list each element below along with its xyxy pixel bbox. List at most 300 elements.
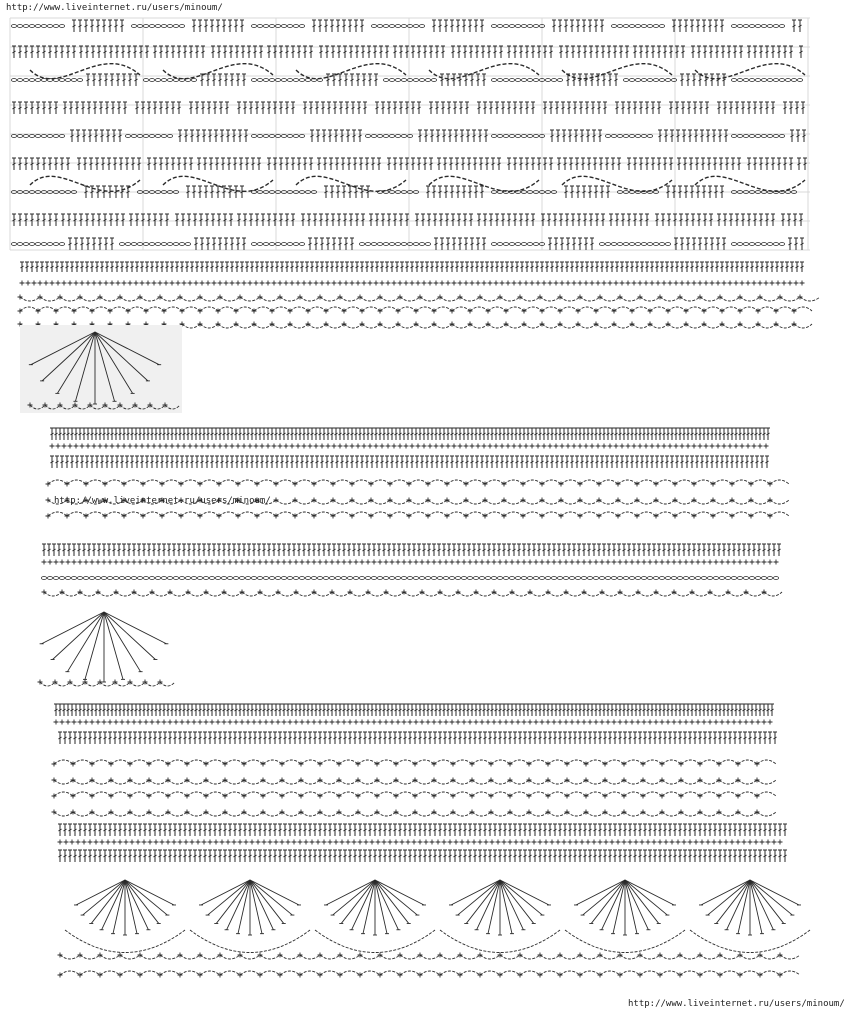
chain-arch bbox=[290, 324, 308, 328]
single-crochet-symbol bbox=[696, 720, 701, 725]
chain-stitch-symbol bbox=[779, 25, 784, 28]
chain-arch bbox=[254, 307, 272, 311]
single-crochet-symbol bbox=[560, 281, 565, 286]
single-crochet-symbol bbox=[686, 281, 691, 286]
single-crochet-symbol bbox=[290, 444, 295, 449]
single-crochet-symbol bbox=[542, 281, 547, 286]
single-crochet-symbol bbox=[372, 720, 377, 725]
chain-arch bbox=[614, 307, 632, 311]
chain-stitch-symbol bbox=[311, 577, 316, 580]
chain-arch bbox=[263, 760, 282, 764]
single-crochet-symbol bbox=[166, 840, 171, 845]
chain-stitch-symbol bbox=[263, 577, 268, 580]
single-crochet-symbol bbox=[84, 720, 89, 725]
chain-stitch-symbol bbox=[485, 577, 490, 580]
single-crochet-symbol bbox=[678, 560, 683, 565]
chain-arch bbox=[225, 760, 244, 764]
single-crochet-symbol bbox=[394, 840, 399, 845]
chain-arch bbox=[757, 780, 776, 784]
chain-arch bbox=[240, 955, 260, 959]
top-section-pattern bbox=[11, 20, 820, 328]
single-crochet-symbol bbox=[586, 840, 591, 845]
chain-stitch-symbol bbox=[419, 577, 424, 580]
chain-arch bbox=[377, 780, 396, 784]
chain-arch bbox=[80, 971, 100, 975]
single-crochet-symbol bbox=[674, 444, 679, 449]
chain-stitch-symbol bbox=[377, 577, 382, 580]
single-crochet-symbol bbox=[180, 720, 185, 725]
fan-spoke bbox=[104, 612, 155, 660]
single-crochet-symbol bbox=[582, 560, 587, 565]
chain-stitch-symbol bbox=[17, 135, 22, 138]
chain-arch bbox=[238, 480, 257, 484]
single-crochet-symbol bbox=[482, 444, 487, 449]
single-crochet-symbol bbox=[412, 840, 417, 845]
single-crochet-symbol bbox=[100, 840, 105, 845]
chain-arch bbox=[751, 512, 770, 516]
chain-arch bbox=[599, 480, 618, 484]
single-crochet-symbol bbox=[212, 444, 217, 449]
chain-arch bbox=[675, 512, 694, 516]
chain-arch bbox=[244, 792, 263, 796]
single-crochet-symbol bbox=[474, 560, 479, 565]
chain-stitch-symbol bbox=[611, 577, 616, 580]
chain-stitch-symbol bbox=[431, 577, 436, 580]
single-crochet-symbol bbox=[96, 560, 101, 565]
single-crochet-symbol bbox=[642, 720, 647, 725]
chain-arch bbox=[704, 324, 722, 328]
chain-arch bbox=[650, 307, 668, 311]
chain-arch bbox=[656, 500, 675, 504]
chain-arch bbox=[662, 812, 681, 816]
chain-arch bbox=[504, 480, 523, 484]
chain-arch bbox=[380, 324, 398, 328]
single-crochet-symbol bbox=[210, 720, 215, 725]
single-crochet-symbol bbox=[270, 560, 275, 565]
single-crochet-symbol bbox=[150, 720, 155, 725]
chain-stitch-symbol bbox=[755, 243, 760, 246]
chain-arch bbox=[140, 297, 160, 301]
single-crochet-symbol bbox=[794, 281, 799, 286]
single-crochet-symbol bbox=[698, 281, 703, 286]
chain-arch bbox=[111, 760, 130, 764]
chain-arch bbox=[500, 955, 520, 959]
chain-arch bbox=[301, 812, 320, 816]
chain-arch bbox=[333, 500, 352, 504]
single-crochet-symbol bbox=[72, 560, 77, 565]
chain-arch bbox=[650, 324, 668, 328]
chain-arch bbox=[680, 297, 700, 301]
chain-arch bbox=[280, 297, 300, 301]
single-crochet-symbol bbox=[654, 560, 659, 565]
single-crochet-symbol bbox=[594, 560, 599, 565]
single-crochet-symbol bbox=[106, 840, 111, 845]
single-crochet-symbol bbox=[542, 444, 547, 449]
single-crochet-symbol bbox=[498, 560, 503, 565]
single-crochet-symbol bbox=[50, 444, 55, 449]
chain-arch bbox=[760, 955, 780, 959]
chain-stitch-symbol bbox=[623, 243, 628, 246]
chain-stitch-symbol bbox=[305, 79, 310, 82]
chain-arch bbox=[618, 480, 637, 484]
single-crochet-symbol bbox=[684, 560, 689, 565]
chain-arch bbox=[244, 812, 263, 816]
single-crochet-symbol bbox=[558, 720, 563, 725]
chain-arch bbox=[440, 971, 460, 975]
chain-stitch-symbol bbox=[761, 25, 766, 28]
single-crochet-symbol bbox=[414, 720, 419, 725]
single-crochet-symbol bbox=[320, 281, 325, 286]
single-crochet-symbol bbox=[56, 281, 61, 286]
single-crochet-symbol bbox=[482, 281, 487, 286]
single-crochet-symbol bbox=[480, 720, 485, 725]
chain-arch bbox=[472, 780, 491, 784]
single-crochet-symbol bbox=[460, 840, 465, 845]
chain-stitch-symbol bbox=[437, 577, 442, 580]
lower-section-pattern bbox=[52, 704, 788, 862]
chain-stitch-symbol bbox=[359, 243, 364, 246]
chain-arch bbox=[344, 324, 362, 328]
single-crochet-symbol bbox=[452, 281, 457, 286]
single-crochet-symbol bbox=[386, 444, 391, 449]
single-crochet-symbol bbox=[468, 560, 473, 565]
single-crochet-symbol bbox=[596, 281, 601, 286]
chain-arch bbox=[668, 324, 686, 328]
chain-arch bbox=[182, 307, 200, 311]
single-crochet-symbol bbox=[112, 840, 117, 845]
chain-stitch-symbol bbox=[161, 243, 166, 246]
chain-stitch-symbol bbox=[101, 577, 106, 580]
chain-arch bbox=[206, 780, 225, 784]
chain-arch bbox=[428, 512, 447, 516]
chain-arch bbox=[662, 792, 681, 796]
single-crochet-symbol bbox=[92, 281, 97, 286]
chain-stitch-symbol bbox=[659, 243, 664, 246]
chain-stitch-symbol bbox=[491, 25, 496, 28]
single-crochet-symbol bbox=[222, 560, 227, 565]
single-crochet-symbol bbox=[564, 560, 569, 565]
chain-stitch-symbol bbox=[641, 577, 646, 580]
chain-arch bbox=[738, 780, 757, 784]
chain-stitch-symbol bbox=[383, 577, 388, 580]
chain-arch bbox=[728, 592, 746, 596]
chain-stitch-symbol bbox=[545, 577, 550, 580]
chain-arch bbox=[38, 307, 56, 311]
single-crochet-symbol bbox=[110, 444, 115, 449]
single-crochet-symbol bbox=[580, 840, 585, 845]
single-crochet-symbol bbox=[490, 840, 495, 845]
single-crochet-symbol bbox=[258, 720, 263, 725]
fan-spoke bbox=[125, 880, 148, 930]
single-crochet-symbol bbox=[158, 444, 163, 449]
chain-arch bbox=[220, 297, 240, 301]
single-crochet-symbol bbox=[228, 560, 233, 565]
chain-arch bbox=[520, 297, 540, 301]
chain-arch bbox=[447, 512, 466, 516]
single-crochet-symbol bbox=[636, 720, 641, 725]
single-crochet-symbol bbox=[776, 281, 781, 286]
chain-arch bbox=[85, 682, 100, 686]
chain-arch bbox=[396, 812, 415, 816]
chain-stitch-symbol bbox=[755, 577, 760, 580]
single-crochet-symbol bbox=[426, 560, 431, 565]
single-crochet-symbol bbox=[536, 281, 541, 286]
single-crochet-symbol bbox=[358, 840, 363, 845]
chain-stitch-symbol bbox=[773, 577, 778, 580]
chain-arch bbox=[105, 512, 124, 516]
chain-stitch-symbol bbox=[635, 25, 640, 28]
single-crochet-symbol bbox=[534, 720, 539, 725]
single-crochet-symbol bbox=[656, 444, 661, 449]
chain-arch bbox=[722, 307, 740, 311]
single-crochet-symbol bbox=[506, 444, 511, 449]
single-crochet-symbol bbox=[608, 281, 613, 286]
chain-arch bbox=[686, 307, 704, 311]
chain-arch bbox=[170, 592, 188, 596]
single-crochet-symbol bbox=[654, 720, 659, 725]
chain-stitch-symbol bbox=[11, 79, 16, 82]
chain-stitch-symbol bbox=[131, 135, 136, 138]
single-crochet-symbol bbox=[144, 560, 149, 565]
single-crochet-symbol bbox=[512, 444, 517, 449]
chain-stitch-symbol bbox=[29, 243, 34, 246]
chain-stitch-symbol bbox=[209, 577, 214, 580]
chain-stitch-symbol bbox=[143, 79, 148, 82]
single-crochet-symbol bbox=[284, 281, 289, 286]
single-crochet-symbol bbox=[758, 444, 763, 449]
single-crochet-symbol bbox=[308, 281, 313, 286]
chain-stitch-symbol bbox=[77, 577, 82, 580]
chain-stitch-symbol bbox=[263, 79, 268, 82]
chain-stitch-symbol bbox=[197, 577, 202, 580]
single-crochet-symbol bbox=[530, 444, 535, 449]
single-crochet-symbol bbox=[386, 281, 391, 286]
single-crochet-symbol bbox=[652, 840, 657, 845]
chain-stitch-symbol bbox=[35, 25, 40, 28]
chain-stitch-symbol bbox=[293, 135, 298, 138]
single-crochet-symbol bbox=[190, 840, 195, 845]
single-crochet-symbol bbox=[470, 444, 475, 449]
chain-stitch-symbol bbox=[191, 79, 196, 82]
fan-spoke bbox=[625, 880, 648, 930]
single-crochet-symbol bbox=[116, 444, 121, 449]
chain-stitch-symbol bbox=[515, 25, 520, 28]
chain-stitch-symbol bbox=[773, 243, 778, 246]
chain-stitch-symbol bbox=[491, 135, 496, 138]
single-crochet-symbol bbox=[538, 840, 543, 845]
single-crochet-symbol bbox=[668, 281, 673, 286]
single-crochet-symbol bbox=[420, 560, 425, 565]
single-crochet-symbol bbox=[340, 840, 345, 845]
single-crochet-symbol bbox=[770, 281, 775, 286]
chain-stitch-symbol bbox=[239, 577, 244, 580]
chain-stitch-symbol bbox=[251, 577, 256, 580]
single-crochet-symbol bbox=[488, 281, 493, 286]
single-crochet-symbol bbox=[66, 720, 71, 725]
watermark-url-top: http://www.liveinternet.ru/users/minoum/ bbox=[6, 3, 223, 13]
single-crochet-symbol bbox=[296, 444, 301, 449]
chain-arch bbox=[225, 780, 244, 784]
chain-arch bbox=[110, 307, 128, 311]
single-crochet-symbol bbox=[476, 444, 481, 449]
single-crochet-symbol bbox=[494, 444, 499, 449]
chain-stitch-symbol bbox=[83, 577, 88, 580]
chain-stitch-symbol bbox=[665, 577, 670, 580]
chain-stitch-symbol bbox=[383, 243, 388, 246]
single-crochet-symbol bbox=[188, 281, 193, 286]
chain-stitch-symbol bbox=[407, 135, 412, 138]
chain-stitch-symbol bbox=[461, 577, 466, 580]
single-crochet-symbol bbox=[450, 560, 455, 565]
single-crochet-symbol bbox=[298, 840, 303, 845]
chain-arch bbox=[257, 480, 276, 484]
chain-arch bbox=[260, 971, 280, 975]
chain-arch bbox=[638, 592, 656, 596]
chain-arch bbox=[620, 971, 640, 975]
chain-stitch-symbol bbox=[143, 135, 148, 138]
chain-arch bbox=[320, 955, 340, 959]
single-crochet-symbol bbox=[692, 444, 697, 449]
fan-spoke bbox=[227, 880, 250, 930]
chain-arch bbox=[704, 307, 722, 311]
chain-arch bbox=[358, 760, 377, 764]
chain-stitch-symbol bbox=[53, 135, 58, 138]
chain-arch bbox=[116, 592, 134, 596]
single-crochet-symbol bbox=[60, 720, 65, 725]
single-crochet-symbol bbox=[330, 720, 335, 725]
chain-arch bbox=[187, 812, 206, 816]
single-crochet-symbol bbox=[162, 560, 167, 565]
single-crochet-symbol bbox=[124, 840, 129, 845]
single-crochet-symbol bbox=[430, 840, 435, 845]
single-crochet-symbol bbox=[238, 840, 243, 845]
single-crochet-symbol bbox=[658, 840, 663, 845]
single-crochet-symbol bbox=[142, 840, 147, 845]
single-crochet-symbol bbox=[448, 840, 453, 845]
chain-stitch-symbol bbox=[11, 243, 16, 246]
single-crochet-symbol bbox=[368, 281, 373, 286]
single-crochet-symbol bbox=[558, 560, 563, 565]
chain-arch bbox=[162, 480, 181, 484]
chain-stitch-symbol bbox=[407, 577, 412, 580]
chain-stitch-symbol bbox=[449, 577, 454, 580]
single-crochet-symbol bbox=[308, 444, 313, 449]
single-crochet-symbol bbox=[276, 560, 281, 565]
single-crochet-symbol bbox=[750, 720, 755, 725]
chain-stitch-symbol bbox=[467, 577, 472, 580]
fan-spoke bbox=[750, 880, 773, 930]
chain-arch bbox=[67, 512, 86, 516]
chain-arch bbox=[470, 307, 488, 311]
single-crochet-symbol bbox=[662, 444, 667, 449]
single-crochet-symbol bbox=[762, 720, 767, 725]
single-crochet-symbol bbox=[128, 444, 133, 449]
chain-arch bbox=[187, 792, 206, 796]
single-crochet-symbol bbox=[250, 840, 255, 845]
chain-arch bbox=[566, 592, 584, 596]
single-crochet-symbol bbox=[734, 281, 739, 286]
chain-arch bbox=[605, 780, 624, 784]
single-crochet-symbol bbox=[624, 720, 629, 725]
single-crochet-symbol bbox=[342, 560, 347, 565]
chain-stitch-symbol bbox=[275, 577, 280, 580]
chain-stitch-symbol bbox=[395, 79, 400, 82]
chain-arch bbox=[92, 792, 111, 796]
chain-arch bbox=[738, 812, 757, 816]
single-crochet-symbol bbox=[746, 444, 751, 449]
chain-arch bbox=[380, 297, 400, 301]
chain-stitch-symbol bbox=[329, 577, 334, 580]
single-crochet-symbol bbox=[760, 840, 765, 845]
chain-arch bbox=[377, 792, 396, 796]
chain-arch bbox=[700, 760, 719, 764]
chain-stitch-symbol bbox=[11, 135, 16, 138]
chain-arch bbox=[257, 512, 276, 516]
chain-arch bbox=[751, 480, 770, 484]
single-crochet-symbol bbox=[736, 840, 741, 845]
chain-stitch-symbol bbox=[425, 79, 430, 82]
single-crochet-symbol bbox=[282, 720, 287, 725]
fan-spoke bbox=[85, 612, 104, 679]
chain-arch bbox=[54, 812, 73, 816]
single-crochet-symbol bbox=[766, 840, 771, 845]
single-crochet-symbol bbox=[488, 444, 493, 449]
chain-arch bbox=[700, 971, 720, 975]
chain-stitch-symbol bbox=[581, 577, 586, 580]
chain-stitch-symbol bbox=[383, 79, 388, 82]
chain-arch bbox=[339, 780, 358, 784]
single-crochet-symbol bbox=[276, 720, 281, 725]
chain-arch bbox=[415, 760, 434, 764]
chain-stitch-symbol bbox=[179, 25, 184, 28]
chain-stitch-symbol bbox=[659, 79, 664, 82]
chain-stitch-symbol bbox=[29, 135, 34, 138]
chain-stitch-symbol bbox=[767, 243, 772, 246]
single-crochet-symbol bbox=[248, 444, 253, 449]
chain-stitch-symbol bbox=[65, 79, 70, 82]
chain-stitch-symbol bbox=[533, 135, 538, 138]
chain-arch bbox=[187, 760, 206, 764]
single-crochet-symbol bbox=[458, 281, 463, 286]
chain-arch bbox=[80, 955, 100, 959]
chain-arch bbox=[360, 955, 380, 959]
chain-stitch-symbol bbox=[269, 577, 274, 580]
chain-arch bbox=[200, 324, 218, 328]
chain-stitch-symbol bbox=[23, 25, 28, 28]
fan-spoke bbox=[750, 880, 799, 905]
single-crochet-symbol bbox=[566, 281, 571, 286]
single-crochet-symbol bbox=[634, 840, 639, 845]
single-crochet-symbol bbox=[148, 840, 153, 845]
chain-arch bbox=[504, 512, 523, 516]
chain-arch bbox=[200, 512, 219, 516]
single-crochet-symbol bbox=[76, 840, 81, 845]
chain-arch bbox=[548, 780, 567, 784]
middle-section-pattern bbox=[41, 428, 789, 596]
chain-arch bbox=[220, 971, 240, 975]
chain-arch bbox=[272, 307, 290, 311]
chain-arch bbox=[400, 297, 420, 301]
single-crochet-symbol bbox=[582, 720, 587, 725]
single-crochet-symbol bbox=[84, 560, 89, 565]
single-crochet-symbol bbox=[516, 560, 521, 565]
chain-arch bbox=[681, 760, 700, 764]
chain-arch bbox=[73, 812, 92, 816]
single-crochet-symbol bbox=[274, 840, 279, 845]
chain-stitch-symbol bbox=[647, 243, 652, 246]
single-crochet-symbol bbox=[632, 444, 637, 449]
single-crochet-symbol bbox=[42, 560, 47, 565]
